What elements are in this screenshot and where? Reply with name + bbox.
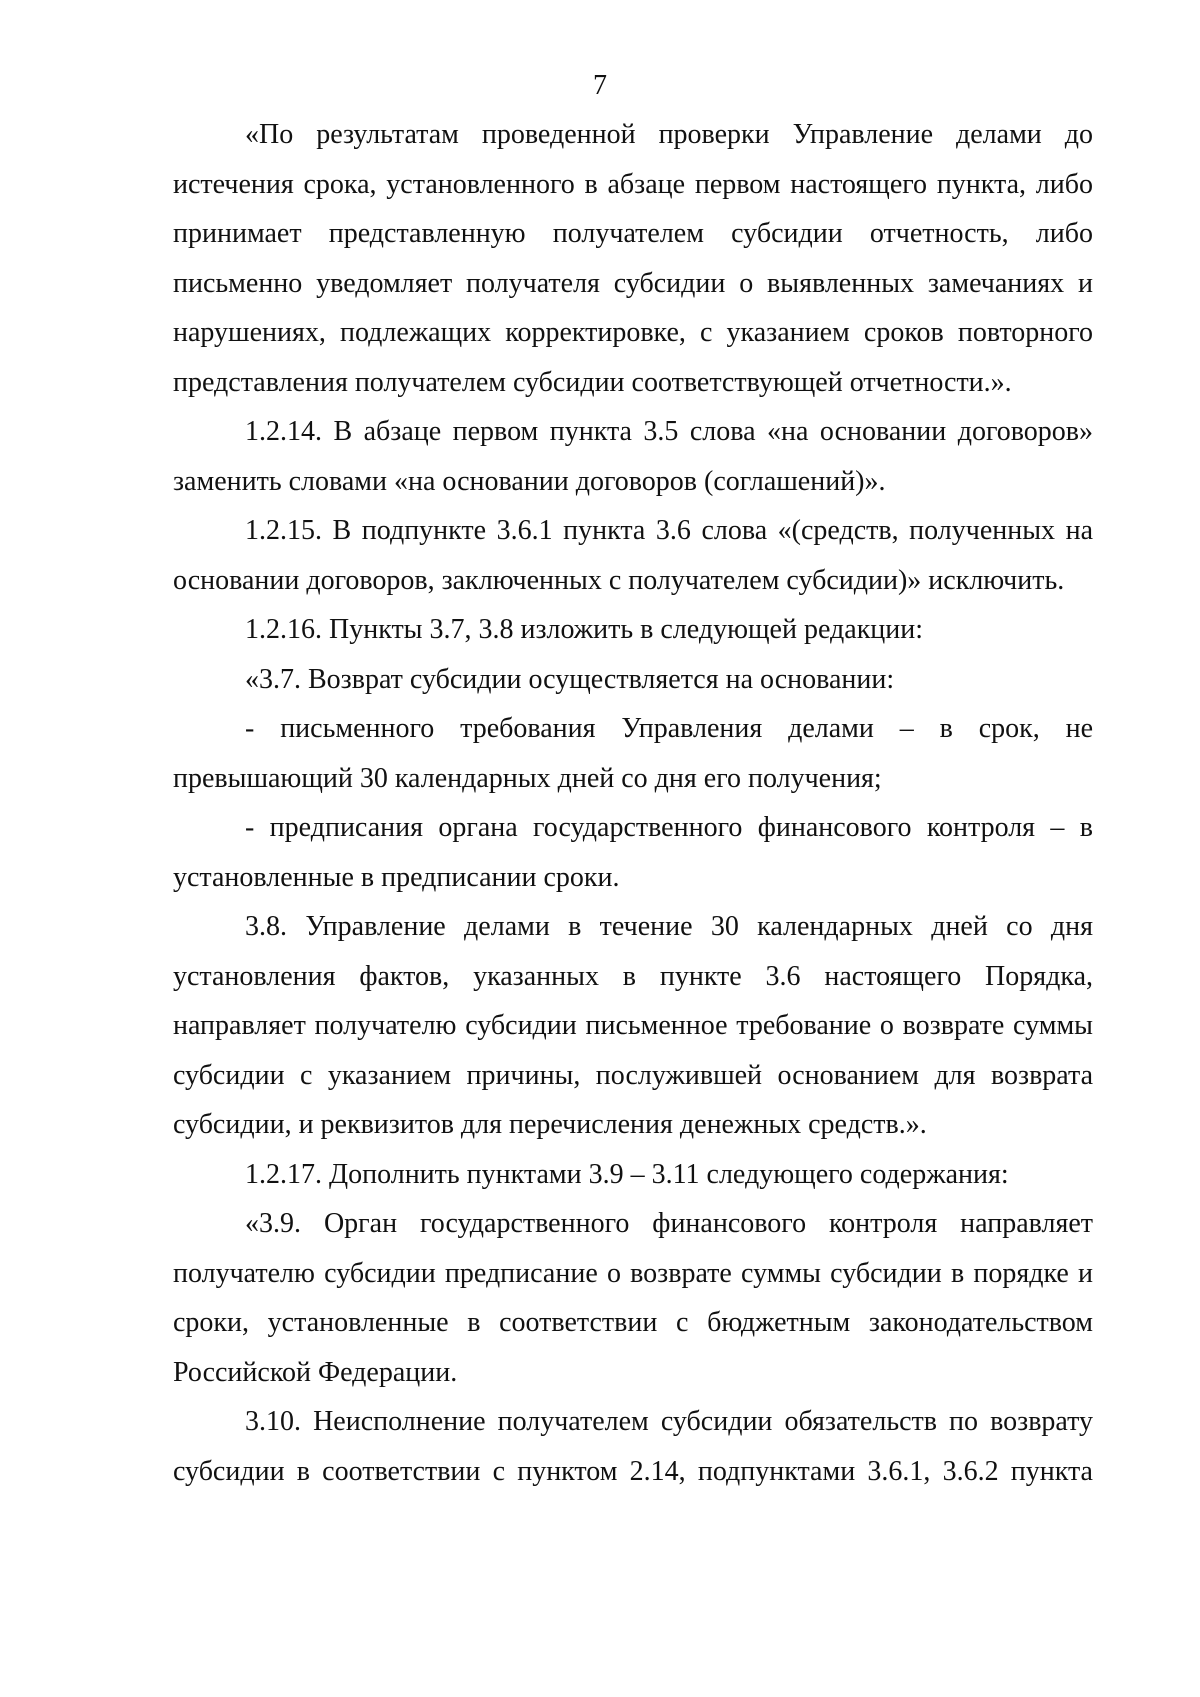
paragraph-3-9: «3.9. Орган государственного финансового контроля направляет получателю субсидии предписание о возврате суммы субсидии в порядке и сроки, установленные в соответствии с бюджетным законодательством Российской Федерации. <box>173 1208 1093 1388</box>
paragraph-reporting-check: «По результатам проведенной проверки Управление делами до истечения срока, установленного в абзаце первом настоящего пункта, либо принимает представленную получателем субсидии отчетность, либо письменно уведомляет получателя субсидии о выявленных замечаниях и нарушениях, подлежащих корректировке, с указанием сроков повторного представления получателем субсидии соответствующей отчетности.». <box>173 119 1093 398</box>
list-item-financial-control-order: - предписания органа государственного финансового контроля – в установленные в предписании сроки. <box>173 812 1093 893</box>
paragraph-3-10: 3.10. Неисполнение получателем субсидии обязательств по возврату субсидии в соответствии с пунктом 2.14, подпунктами 3.6.1, 3.6.2 пункта <box>173 1406 1093 1487</box>
paragraph-3-7: «3.7. Возврат субсидии осуществляется на основании: <box>245 663 895 695</box>
paragraph-3-8: 3.8. Управление делами в течение 30 календарных дней со дня установления фактов, указанных в пункте 3.6 настоящего Порядка, направляет получателю субсидии письменное требование о возврате суммы субсидии с указанием причины, послужившей основанием для возврата субсидии, и реквизитов для перечисления денежных средств.». <box>173 911 1093 1140</box>
paragraph-1-2-17: 1.2.17. Дополнить пунктами 3.9 – 3.11 следующего содержания: <box>245 1158 1009 1190</box>
list-item-written-demand: - письменного требования Управления делами – в срок, не превышающий 30 календарных дней со дня его получения; <box>173 713 1093 794</box>
paragraph-1-2-14: 1.2.14. В абзаце первом пункта 3.5 слова «на основании договоров» заменить словами «на основании договоров (соглашений)». <box>173 416 1093 497</box>
paragraph-1-2-16: 1.2.16. Пункты 3.7, 3.8 изложить в следующей редакции: <box>245 614 924 645</box>
page-number: 7 <box>593 70 607 101</box>
document-body <box>173 110 1093 1496</box>
paragraph-1-2-15: 1.2.15. В подпункте 3.6.1 пункта 3.6 слова «(средств, полученных на основании договоров, заключенных с получателем субсидии)» исключить. <box>173 515 1093 596</box>
